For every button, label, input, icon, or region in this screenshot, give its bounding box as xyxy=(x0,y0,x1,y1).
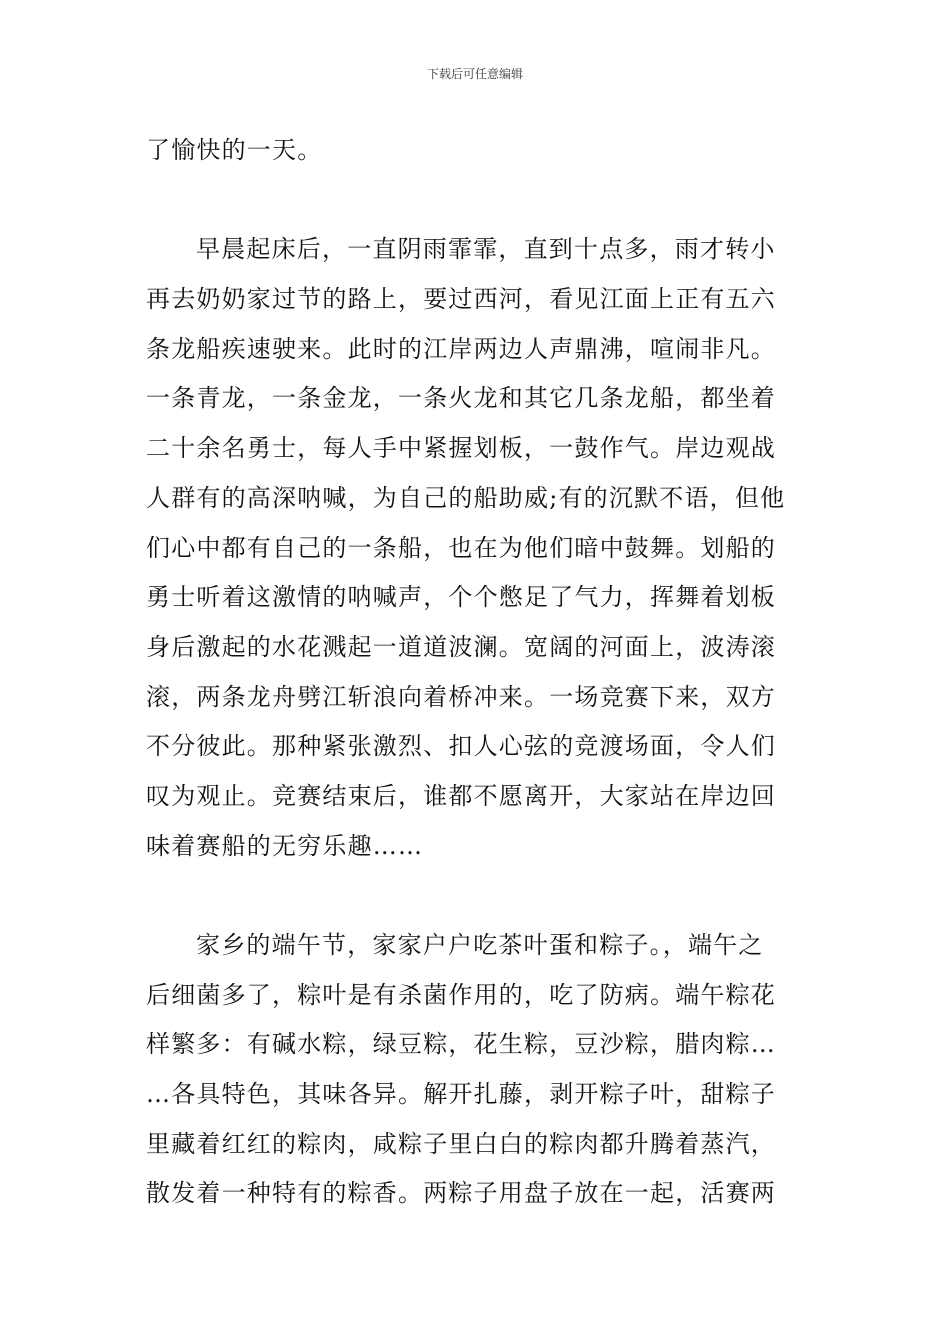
text-line: 人群有的高深呐喊，为自己的船助威;有的沉默不语，但他 xyxy=(146,483,786,512)
text-line: 一条青龙，一条金龙，一条火龙和其它几条龙船，都坐着 xyxy=(146,384,776,413)
text-line: 勇士听着这激情的呐喊声，个个憋足了气力，挥舞着划板 xyxy=(146,583,776,612)
text-line: 滚，两条龙舟劈江斩浪向着桥冲来。一场竞赛下来，双方 xyxy=(146,682,776,711)
text-line: 不分彼此。那种紧张激烈、扣人心弦的竞渡场面，令人们 xyxy=(146,732,776,761)
text-line: 后细菌多了，粽叶是有杀菌作用的，吃了防病。端午粽花 xyxy=(146,980,776,1009)
page-header: 下载后可任意编辑 xyxy=(426,67,523,81)
text-line: 早晨起床后，一直阴雨霏霏，直到十点多，雨才转小 xyxy=(196,235,776,264)
paragraph-gap xyxy=(146,871,811,921)
text-line: 了愉快的一天。 xyxy=(146,136,323,164)
text-line: 再去奶奶家过节的路上，要过西河，看见江面上正有五六 xyxy=(146,285,776,314)
document-body xyxy=(146,126,811,1219)
text-line: 家乡的端午节，家家户户吃茶叶蛋和粽子。，端午之 xyxy=(196,931,764,959)
text-line: 样繁多：有碱水粽，绿豆粽，花生粽，豆沙粽，腊肉粽… xyxy=(146,1030,776,1059)
paragraph-gap xyxy=(146,176,811,226)
text-line: 二十余名勇士，每人手中紧握划板，一鼓作气。岸边观战 xyxy=(146,434,776,463)
text-line: 散发着一种特有的粽香。两粽子用盘子放在一起，活赛两 xyxy=(146,1179,776,1208)
text-line: 身后激起的水花溅起一道道波澜。宽阔的河面上，波涛滚 xyxy=(146,632,776,661)
text-line: …各具特色，其味各异。解开扎藤，剥开粽子叶，甜粽子 xyxy=(146,1080,776,1109)
text-line: 味着赛船的无穷乐趣…… xyxy=(146,831,424,860)
text-line: 们心中都有自己的一条船，也在为他们暗中鼓舞。划船的 xyxy=(146,533,776,562)
text-line: 条龙船疾速驶来。此时的江岸两边人声鼎沸，喧闹非凡。 xyxy=(146,334,776,363)
text-line: 里藏着红红的粽肉，咸粽子里白白的粽肉都升腾着蒸汽， xyxy=(146,1129,776,1158)
text-line: 叹为观止。竞赛结束后，谁都不愿离开，大家站在岸边回 xyxy=(146,781,776,810)
